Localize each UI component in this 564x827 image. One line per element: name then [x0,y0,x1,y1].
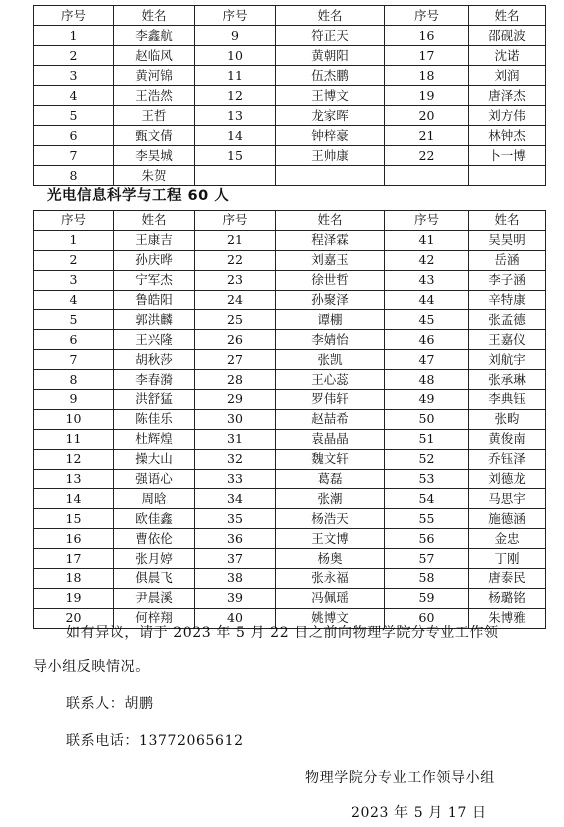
seq-cell: 1 [34,230,114,250]
name-cell: 强语心 [114,469,195,489]
table-row [34,409,546,429]
table-header-row [34,6,546,26]
name-cell: 王康吉 [114,230,195,250]
seq-cell: 38 [195,569,276,589]
seq-cell: 6 [34,126,114,146]
section-title: 光电信息科学与工程 60 人 [47,188,230,204]
name-cell: 黄朝阳 [276,46,385,66]
name-cell: 朱贺 [114,166,195,186]
notice-text: 如有异议，请于 2023 年 5 月 22 日之前向物理学院分专业工作领 [66,625,499,641]
table-row [34,126,546,146]
seq-cell: 7 [34,350,114,370]
header-name: 姓名 [469,6,546,26]
seq-cell: 39 [195,588,276,608]
seq-cell: 8 [34,166,114,186]
name-cell: 刘德龙 [469,469,546,489]
header-seq: 序号 [195,6,276,26]
table-row [34,588,546,608]
name-cell: 王帅康 [276,146,385,166]
seq-cell: 48 [385,370,469,390]
contact-phone: 联系电话：13772065612 [66,733,244,749]
header-seq: 序号 [385,6,469,26]
table-row [34,549,546,569]
name-cell: 刘航宇 [469,350,546,370]
seq-cell: 12 [195,86,276,106]
table-row [34,449,546,469]
seq-cell: 44 [385,290,469,310]
table-row [34,86,546,106]
name-cell: 甄文倩 [114,126,195,146]
seq-cell: 11 [195,66,276,86]
name-cell: 罗伟轩 [276,390,385,410]
name-cell: 岳涵 [469,250,546,270]
name-cell: 魏文轩 [276,449,385,469]
name-cell: 鲁皓阳 [114,290,195,310]
name-cell [276,166,385,186]
name-cell: 王兴隆 [114,330,195,350]
name-cell: 李春漪 [114,370,195,390]
header-seq: 序号 [385,211,469,231]
name-cell: 朱博雅 [469,608,546,628]
name-cell: 张月婷 [114,549,195,569]
header-seq: 序号 [195,211,276,231]
seq-cell: 37 [195,549,276,569]
seq-cell: 40 [195,608,276,628]
name-cell: 施德涵 [469,509,546,529]
header-name: 姓名 [114,211,195,231]
seq-cell: 57 [385,549,469,569]
table-row [34,106,546,126]
seq-cell: 28 [195,370,276,390]
seq-cell: 11 [34,429,114,449]
header-name: 姓名 [469,211,546,231]
name-cell: 操大山 [114,449,195,469]
seq-cell: 35 [195,509,276,529]
seq-cell [195,166,276,186]
name-cell: 王博文 [276,86,385,106]
seq-cell: 9 [195,26,276,46]
seq-cell: 36 [195,529,276,549]
header-name: 姓名 [114,6,195,26]
table-row [34,509,546,529]
table-row [34,330,546,350]
seq-cell: 52 [385,449,469,469]
seq-cell: 42 [385,250,469,270]
name-cell: 张孟德 [469,310,546,330]
notice-text-continued: 导小组反映情况。 [33,659,150,675]
name-cell: 金忠 [469,529,546,549]
header-name: 姓名 [276,6,385,26]
seq-cell: 5 [34,106,114,126]
name-cell: 马思宇 [469,489,546,509]
table-row [34,569,546,589]
name-cell: 邵砚波 [469,26,546,46]
name-cell: 唐泽杰 [469,86,546,106]
name-cell: 王哲 [114,106,195,126]
name-cell: 周晗 [114,489,195,509]
name-cell: 姚博文 [276,608,385,628]
header-name: 姓名 [276,211,385,231]
name-cell: 王嘉仪 [469,330,546,350]
name-cell: 张永福 [276,569,385,589]
name-cell: 郭洪麟 [114,310,195,330]
seq-cell: 47 [385,350,469,370]
seq-cell: 13 [34,469,114,489]
seq-cell: 2 [34,46,114,66]
seq-cell: 21 [385,126,469,146]
table-row [34,270,546,290]
name-cell: 洪舒猛 [114,390,195,410]
name-cell: 孙聚泽 [276,290,385,310]
header-seq: 序号 [34,6,114,26]
name-cell: 欧佳鑫 [114,509,195,529]
name-cell: 李典钰 [469,390,546,410]
name-cell: 张凯 [276,350,385,370]
seq-cell: 19 [385,86,469,106]
table-row [34,290,546,310]
seq-cell: 2 [34,250,114,270]
name-cell: 伍杰鹏 [276,66,385,86]
seq-cell: 4 [34,86,114,106]
seq-cell: 18 [34,569,114,589]
seq-cell: 41 [385,230,469,250]
name-cell: 杨浩天 [276,509,385,529]
seq-cell: 21 [195,230,276,250]
seq-cell: 12 [34,449,114,469]
seq-cell: 51 [385,429,469,449]
seq-cell: 22 [195,250,276,270]
table-row [34,146,546,166]
seq-cell: 25 [195,310,276,330]
name-cell: 程泽霖 [276,230,385,250]
table-row [34,429,546,449]
name-cell: 张承琳 [469,370,546,390]
name-cell: 徐世哲 [276,270,385,290]
name-cell: 卜一博 [469,146,546,166]
name-cell: 乔钰泽 [469,449,546,469]
table-header-row [34,211,546,231]
name-cell: 杨璐铭 [469,588,546,608]
table-row [34,370,546,390]
seq-cell: 16 [34,529,114,549]
seq-cell: 49 [385,390,469,410]
seq-cell: 8 [34,370,114,390]
name-cell: 王浩然 [114,86,195,106]
seq-cell: 46 [385,330,469,350]
name-cell: 王文博 [276,529,385,549]
seq-cell: 6 [34,330,114,350]
name-cell: 杜辉煌 [114,429,195,449]
seq-cell: 32 [195,449,276,469]
seq-cell: 18 [385,66,469,86]
seq-cell: 17 [385,46,469,66]
name-cell [469,166,546,186]
table-row [34,250,546,270]
table-row [34,529,546,549]
seq-cell: 24 [195,290,276,310]
seq-cell: 26 [195,330,276,350]
seq-cell: 7 [34,146,114,166]
header-seq: 序号 [34,211,114,231]
seq-cell: 13 [195,106,276,126]
seq-cell: 59 [385,588,469,608]
name-cell: 黄河锦 [114,66,195,86]
seq-cell: 30 [195,409,276,429]
name-cell: 李子涵 [469,270,546,290]
name-cell: 何梓翔 [114,608,195,628]
name-cell: 袁晶晶 [276,429,385,449]
table-row [34,66,546,86]
seq-cell: 33 [195,469,276,489]
name-cell: 王心蕊 [276,370,385,390]
table-row [34,46,546,66]
issue-date: 2023 年 5 月 17 日 [351,805,487,821]
name-cell: 孙庆晔 [114,250,195,270]
seq-cell: 10 [34,409,114,429]
name-cell: 曹依伦 [114,529,195,549]
seq-cell: 43 [385,270,469,290]
seq-cell: 1 [34,26,114,46]
table-row [34,26,546,46]
name-cell: 龙家晖 [276,106,385,126]
seq-cell: 19 [34,588,114,608]
table-row [34,469,546,489]
seq-cell: 3 [34,66,114,86]
seq-cell: 34 [195,489,276,509]
name-cell: 李鑫航 [114,26,195,46]
seq-cell: 45 [385,310,469,330]
name-cell: 张畇 [469,409,546,429]
name-cell: 林钟杰 [469,126,546,146]
seq-cell: 31 [195,429,276,449]
seq-cell: 20 [385,106,469,126]
name-cell: 李婧怡 [276,330,385,350]
seq-cell: 27 [195,350,276,370]
name-cell: 赵临风 [114,46,195,66]
name-cell: 陈佳乐 [114,409,195,429]
table-row [34,310,546,330]
table-row [34,390,546,410]
seq-cell: 29 [195,390,276,410]
seq-cell: 9 [34,390,114,410]
name-cell: 葛磊 [276,469,385,489]
name-cell: 唐泰民 [469,569,546,589]
table-row [34,230,546,250]
table-row [34,489,546,509]
seq-cell: 50 [385,409,469,429]
seq-cell: 5 [34,310,114,330]
issuing-organization: 物理学院分专业工作领导小组 [305,770,495,786]
seq-cell: 10 [195,46,276,66]
name-cell: 冯佩瑶 [276,588,385,608]
seq-cell: 53 [385,469,469,489]
name-cell: 沈诺 [469,46,546,66]
name-cell: 刘润 [469,66,546,86]
name-cell: 丁刚 [469,549,546,569]
seq-cell: 16 [385,26,469,46]
seq-cell: 15 [34,509,114,529]
roster-table-1 [33,5,546,186]
name-cell: 符正天 [276,26,385,46]
seq-cell: 20 [34,608,114,628]
seq-cell: 56 [385,529,469,549]
name-cell: 尹晨溪 [114,588,195,608]
seq-cell: 4 [34,290,114,310]
seq-cell: 54 [385,489,469,509]
name-cell: 胡秋莎 [114,350,195,370]
name-cell: 俱晨飞 [114,569,195,589]
name-cell: 吴昊明 [469,230,546,250]
table-row [34,350,546,370]
name-cell: 刘嘉玉 [276,250,385,270]
seq-cell: 60 [385,608,469,628]
seq-cell: 15 [195,146,276,166]
name-cell: 宁军杰 [114,270,195,290]
seq-cell: 58 [385,569,469,589]
name-cell: 黄俊南 [469,429,546,449]
seq-cell: 3 [34,270,114,290]
name-cell: 张潮 [276,489,385,509]
roster-table-2 [33,210,546,629]
name-cell: 杨奥 [276,549,385,569]
seq-cell: 22 [385,146,469,166]
contact-person: 联系人：胡鹏 [66,696,154,712]
name-cell: 李昊城 [114,146,195,166]
seq-cell: 17 [34,549,114,569]
name-cell: 谭棚 [276,310,385,330]
seq-cell [385,166,469,186]
seq-cell: 14 [195,126,276,146]
seq-cell: 23 [195,270,276,290]
seq-cell: 14 [34,489,114,509]
name-cell: 刘方伟 [469,106,546,126]
name-cell: 辛特康 [469,290,546,310]
table-row [34,166,546,186]
name-cell: 钟梓豪 [276,126,385,146]
seq-cell: 55 [385,509,469,529]
name-cell: 赵喆希 [276,409,385,429]
